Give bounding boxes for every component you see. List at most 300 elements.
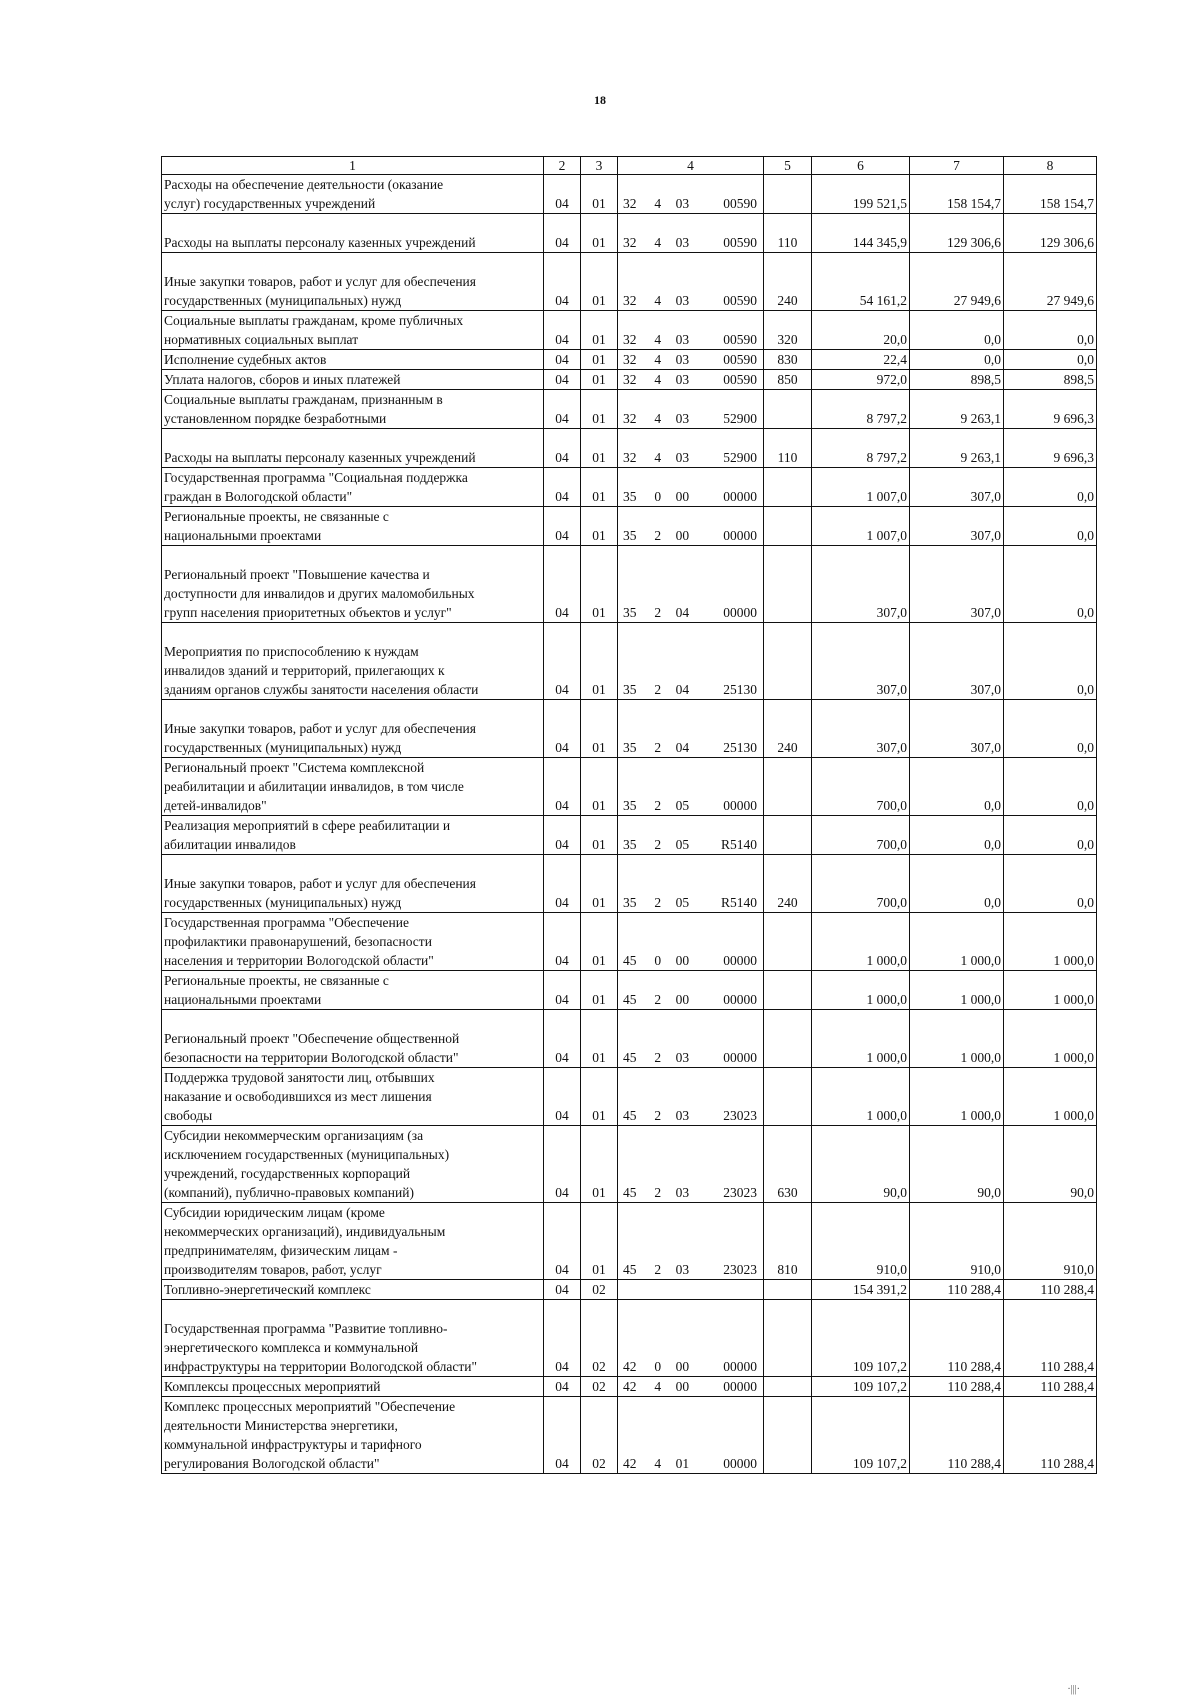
amount-col6-cell: 1 000,0 xyxy=(812,1010,910,1068)
amount-col6-cell: 910,0 xyxy=(812,1203,910,1280)
target-article-part: 00000 xyxy=(723,953,757,968)
target-article-cell xyxy=(618,429,764,468)
expense-name-line: реабилитации и абилитации инвалидов, в том числе xyxy=(164,779,464,794)
amount-col7-cell: 1 000,0 xyxy=(910,1068,1004,1126)
target-article-part: 35 xyxy=(623,837,637,852)
target-article-part: 04 xyxy=(675,682,690,697)
expense-name-line: государственных (муниципальных) нужд xyxy=(164,895,402,910)
target-article-cell xyxy=(618,468,764,507)
expense-name-line: детей-инвалидов" xyxy=(164,798,267,813)
target-article-cell xyxy=(618,623,764,700)
table-row xyxy=(162,429,1097,468)
expense-name-cell xyxy=(162,758,544,816)
amount-col7-cell: 9 263,1 xyxy=(910,390,1004,429)
target-article-part: 52900 xyxy=(723,450,757,465)
expense-type-cell xyxy=(764,1300,812,1377)
expense-type-cell: 240 xyxy=(764,253,812,311)
target-article-part: 32 xyxy=(623,352,637,367)
subsection-code-cell: 01 xyxy=(581,1068,618,1126)
target-article-cell xyxy=(618,913,764,971)
expense-name-cell xyxy=(162,1010,544,1068)
amount-col6-cell: 109 107,2 xyxy=(812,1397,910,1474)
amount-col6-cell: 54 161,2 xyxy=(812,253,910,311)
section-code-cell: 04 xyxy=(544,1068,581,1126)
target-article-cell xyxy=(618,350,764,370)
amount-col6-cell: 1 000,0 xyxy=(812,913,910,971)
target-article-code xyxy=(618,350,763,369)
table-row xyxy=(162,855,1097,913)
amount-col6-cell: 22,4 xyxy=(812,350,910,370)
expense-name-line xyxy=(164,546,541,565)
expense-name-line: Социальные выплаты гражданам, признанным в xyxy=(164,392,443,407)
expense-name-line xyxy=(164,253,541,272)
header-cell: 1 xyxy=(162,157,544,175)
page-number: 18 xyxy=(594,93,606,107)
target-article-part: R5140 xyxy=(720,837,757,852)
target-article-part: 04 xyxy=(675,740,690,755)
table-row xyxy=(162,1126,1097,1203)
target-article-part: 2 xyxy=(654,740,662,755)
target-article-part: 45 xyxy=(623,1108,637,1123)
target-article-part: 03 xyxy=(675,1262,690,1277)
expense-name-cell xyxy=(162,507,544,546)
target-article-part: 00000 xyxy=(723,605,757,620)
amount-col8-cell: 0,0 xyxy=(1004,350,1097,370)
amount-col8-cell: 0,0 xyxy=(1004,311,1097,350)
subsection-code-cell: 01 xyxy=(581,370,618,390)
target-article-part: 42 xyxy=(623,1379,637,1394)
expense-name-line: населения и территории Вологодской области" xyxy=(164,953,434,968)
target-article-part: 0 xyxy=(654,489,662,504)
table-row xyxy=(162,370,1097,390)
expense-type-cell xyxy=(764,1068,812,1126)
target-article-part: 00 xyxy=(675,953,690,968)
target-article-part: 32 xyxy=(623,332,637,347)
expense-type-cell xyxy=(764,468,812,507)
target-article-code xyxy=(618,194,763,213)
expense-name-line: государственных (муниципальных) нужд xyxy=(164,740,402,755)
target-article-part: 25130 xyxy=(723,740,757,755)
target-article-part: 00 xyxy=(675,489,690,504)
table-row xyxy=(162,758,1097,816)
subsection-code-cell: 02 xyxy=(581,1377,618,1397)
subsection-code-cell: 01 xyxy=(581,390,618,429)
section-code-cell: 04 xyxy=(544,253,581,311)
expense-name-line: национальными проектами xyxy=(164,528,322,543)
header-cell: 8 xyxy=(1004,157,1097,175)
amount-col7-cell: 0,0 xyxy=(910,311,1004,350)
amount-col8-cell: 0,0 xyxy=(1004,816,1097,855)
expense-name-cell xyxy=(162,429,544,468)
target-article-part: 03 xyxy=(675,1050,690,1065)
amount-col6-cell: 109 107,2 xyxy=(812,1300,910,1377)
table-row xyxy=(162,214,1097,253)
amount-col8-cell: 129 306,6 xyxy=(1004,214,1097,253)
target-article-part: 35 xyxy=(623,895,637,910)
section-code-cell: 04 xyxy=(544,1203,581,1280)
target-article-part: 4 xyxy=(654,352,662,367)
expense-name-cell xyxy=(162,175,544,214)
target-article-cell xyxy=(618,507,764,546)
target-article-part: 00 xyxy=(675,528,690,543)
subsection-code-cell: 02 xyxy=(581,1300,618,1377)
amount-col8-cell: 110 288,4 xyxy=(1004,1397,1097,1474)
table-row xyxy=(162,700,1097,758)
expense-name-cell xyxy=(162,700,544,758)
amount-col8-cell: 0,0 xyxy=(1004,623,1097,700)
expense-type-cell xyxy=(764,623,812,700)
target-article-part: 35 xyxy=(623,605,637,620)
expense-name-line: безопасности на территории Вологодской области" xyxy=(164,1050,459,1065)
target-article-part: 00590 xyxy=(723,372,757,387)
amount-col7-cell: 90,0 xyxy=(910,1126,1004,1203)
expense-name-line xyxy=(164,429,541,448)
target-article-part: 45 xyxy=(623,992,637,1007)
amount-col7-cell: 1 000,0 xyxy=(910,971,1004,1010)
target-article-part: 4 xyxy=(654,196,662,211)
target-article-part: 35 xyxy=(623,740,637,755)
target-article-cell xyxy=(618,971,764,1010)
header-row xyxy=(162,157,1097,175)
expense-type-cell: 810 xyxy=(764,1203,812,1280)
expense-name-line: наказание и освободившихся из мест лишения xyxy=(164,1089,432,1104)
target-article-cell xyxy=(618,1280,764,1300)
expense-type-cell xyxy=(764,1010,812,1068)
target-article-part: 00000 xyxy=(723,489,757,504)
expense-name-line xyxy=(164,623,541,642)
target-article-part: 2 xyxy=(654,528,662,543)
expense-name-line: свободы xyxy=(164,1108,213,1123)
target-article-part: 35 xyxy=(623,528,637,543)
target-article-code xyxy=(618,448,763,467)
target-article-code xyxy=(618,1357,763,1376)
target-article-cell xyxy=(618,1203,764,1280)
expense-name-cell xyxy=(162,1068,544,1126)
amount-col7-cell: 110 288,4 xyxy=(910,1300,1004,1377)
amount-col6-cell: 90,0 xyxy=(812,1126,910,1203)
amount-col8-cell: 158 154,7 xyxy=(1004,175,1097,214)
subsection-code-cell: 01 xyxy=(581,311,618,350)
table-row xyxy=(162,507,1097,546)
header-cell: 5 xyxy=(764,157,812,175)
target-article-part: 2 xyxy=(654,1050,662,1065)
target-article-part: 2 xyxy=(654,798,662,813)
expense-name-cell xyxy=(162,1300,544,1377)
expense-type-cell: 630 xyxy=(764,1126,812,1203)
target-article-part: 45 xyxy=(623,1262,637,1277)
target-article-part: 45 xyxy=(623,953,637,968)
amount-col7-cell: 307,0 xyxy=(910,507,1004,546)
subsection-code-cell: 01 xyxy=(581,816,618,855)
amount-col7-cell: 307,0 xyxy=(910,700,1004,758)
table-row xyxy=(162,1280,1097,1300)
target-article-part: 4 xyxy=(654,1456,662,1471)
target-article-part: 32 xyxy=(623,235,637,250)
target-article-cell xyxy=(618,1068,764,1126)
target-article-code xyxy=(618,291,763,310)
target-article-code xyxy=(618,1048,763,1067)
table-row xyxy=(162,1203,1097,1280)
expense-name-line: Региональный проект "Система комплексной xyxy=(164,760,425,775)
target-article-part: 00590 xyxy=(723,352,757,367)
amount-col6-cell: 1 007,0 xyxy=(812,507,910,546)
table-row xyxy=(162,390,1097,429)
target-article-code xyxy=(618,409,763,428)
amount-col6-cell: 20,0 xyxy=(812,311,910,350)
subsection-code-cell: 01 xyxy=(581,1126,618,1203)
target-article-code xyxy=(618,893,763,912)
target-article-part: 2 xyxy=(654,1108,662,1123)
expense-name-cell xyxy=(162,546,544,623)
section-code-cell: 04 xyxy=(544,175,581,214)
target-article-part: 03 xyxy=(675,352,690,367)
expense-name-line: граждан в Вологодской области" xyxy=(164,489,353,504)
table-row xyxy=(162,546,1097,623)
section-code-cell: 04 xyxy=(544,1126,581,1203)
expense-name-line: Комплекс процессных мероприятий "Обеспечение xyxy=(164,1399,456,1414)
section-code-cell: 04 xyxy=(544,913,581,971)
amount-col6-cell: 199 521,5 xyxy=(812,175,910,214)
target-article-cell xyxy=(618,214,764,253)
amount-col8-cell: 90,0 xyxy=(1004,1126,1097,1203)
table-row xyxy=(162,350,1097,370)
table-row xyxy=(162,1010,1097,1068)
target-article-cell xyxy=(618,253,764,311)
section-code-cell: 04 xyxy=(544,350,581,370)
subsection-code-cell: 01 xyxy=(581,1203,618,1280)
target-article-code xyxy=(618,487,763,506)
target-article-part: 4 xyxy=(654,332,662,347)
section-code-cell: 04 xyxy=(544,758,581,816)
target-article-part: 00000 xyxy=(723,1456,757,1471)
expense-type-cell: 110 xyxy=(764,429,812,468)
section-code-cell: 04 xyxy=(544,507,581,546)
expense-name-line: Расходы на выплаты персоналу казенных учреждений xyxy=(164,450,476,465)
section-code-cell: 04 xyxy=(544,700,581,758)
amount-col8-cell: 1 000,0 xyxy=(1004,913,1097,971)
expense-name-line: Государственная программа "Обеспечение xyxy=(164,915,409,930)
expense-type-cell xyxy=(764,175,812,214)
target-article-part: 00 xyxy=(675,992,690,1007)
target-article-part: 03 xyxy=(675,196,690,211)
subsection-code-cell: 01 xyxy=(581,913,618,971)
target-article-part: 35 xyxy=(623,489,637,504)
expense-name-line xyxy=(164,214,541,233)
expense-name-line xyxy=(164,855,541,874)
amount-col6-cell: 307,0 xyxy=(812,623,910,700)
target-article-part: 0 xyxy=(654,1359,662,1374)
target-article-cell xyxy=(618,1300,764,1377)
table-row xyxy=(162,913,1097,971)
table-row xyxy=(162,1300,1097,1377)
section-code-cell: 04 xyxy=(544,855,581,913)
expense-name-line: Государственная программа "Развитие топливно- xyxy=(164,1321,448,1336)
expense-name-cell xyxy=(162,1126,544,1203)
target-article-part: 2 xyxy=(654,682,662,697)
subsection-code-cell: 01 xyxy=(581,429,618,468)
target-article-part: 03 xyxy=(675,332,690,347)
amount-col6-cell: 154 391,2 xyxy=(812,1280,910,1300)
amount-col7-cell: 0,0 xyxy=(910,350,1004,370)
target-article-part: 35 xyxy=(623,798,637,813)
header-cell: 6 xyxy=(812,157,910,175)
target-article-cell xyxy=(618,1397,764,1474)
target-article-part: 23023 xyxy=(723,1108,757,1123)
expense-name-line: Комплексы процессных мероприятий xyxy=(164,1379,381,1394)
scan-mark: ·|||· xyxy=(1067,1684,1080,1695)
expense-name-line: Расходы на выплаты персоналу казенных учреждений xyxy=(164,235,476,250)
table-row xyxy=(162,253,1097,311)
target-article-part: 32 xyxy=(623,372,637,387)
target-article-code xyxy=(618,603,763,622)
amount-col7-cell: 910,0 xyxy=(910,1203,1004,1280)
target-article-part: 4 xyxy=(654,372,662,387)
amount-col6-cell: 307,0 xyxy=(812,700,910,758)
expense-type-cell xyxy=(764,390,812,429)
target-article-part: 03 xyxy=(675,293,690,308)
target-article-part: 4 xyxy=(654,235,662,250)
expense-name-line: услуг) государственных учреждений xyxy=(164,196,376,211)
table-row xyxy=(162,175,1097,214)
target-article-code xyxy=(618,738,763,757)
amount-col6-cell: 8 797,2 xyxy=(812,429,910,468)
section-code-cell: 04 xyxy=(544,214,581,253)
expense-type-cell xyxy=(764,507,812,546)
section-code-cell: 04 xyxy=(544,1377,581,1397)
target-article-part: 23023 xyxy=(723,1262,757,1277)
target-article-part: 05 xyxy=(675,895,690,910)
target-article-part: 00590 xyxy=(723,293,757,308)
expense-name-line: Региональные проекты, не связанные с xyxy=(164,973,389,988)
subsection-code-cell: 01 xyxy=(581,623,618,700)
expense-name-cell xyxy=(162,623,544,700)
target-article-part: 42 xyxy=(623,1456,637,1471)
subsection-code-cell: 01 xyxy=(581,468,618,507)
expense-name-line: регулирования Вологодской области" xyxy=(164,1456,380,1471)
amount-col6-cell: 972,0 xyxy=(812,370,910,390)
target-article-part: 00590 xyxy=(723,332,757,347)
expense-type-cell xyxy=(764,816,812,855)
target-article-cell xyxy=(618,1010,764,1068)
target-article-code xyxy=(618,1454,763,1473)
section-code-cell: 04 xyxy=(544,1300,581,1377)
amount-col6-cell: 144 345,9 xyxy=(812,214,910,253)
expense-type-cell: 320 xyxy=(764,311,812,350)
target-article-code xyxy=(618,835,763,854)
target-article-part: R5140 xyxy=(720,895,757,910)
amount-col8-cell: 1 000,0 xyxy=(1004,1068,1097,1126)
target-article-code xyxy=(618,233,763,252)
amount-col8-cell: 0,0 xyxy=(1004,700,1097,758)
subsection-code-cell: 01 xyxy=(581,214,618,253)
target-article-part: 25130 xyxy=(723,682,757,697)
amount-col7-cell: 307,0 xyxy=(910,468,1004,507)
expense-name-cell xyxy=(162,370,544,390)
target-article-part: 32 xyxy=(623,293,637,308)
section-code-cell: 04 xyxy=(544,1397,581,1474)
expense-name-line: Мероприятия по приспособлению к нуждам xyxy=(164,644,419,659)
target-article-part: 00000 xyxy=(723,798,757,813)
expense-name-cell xyxy=(162,350,544,370)
amount-col8-cell: 110 288,4 xyxy=(1004,1300,1097,1377)
target-article-part: 00590 xyxy=(723,235,757,250)
expense-name-line: Региональный проект "Обеспечение общественной xyxy=(164,1031,460,1046)
target-article-part: 00000 xyxy=(723,992,757,1007)
expense-type-cell xyxy=(764,1280,812,1300)
target-article-code xyxy=(618,526,763,545)
expense-name-cell xyxy=(162,214,544,253)
target-article-part: 2 xyxy=(654,605,662,620)
target-article-code xyxy=(618,1106,763,1125)
expense-type-cell: 850 xyxy=(764,370,812,390)
amount-col7-cell: 0,0 xyxy=(910,758,1004,816)
amount-col7-cell: 27 949,6 xyxy=(910,253,1004,311)
target-article-cell xyxy=(618,1377,764,1397)
subsection-code-cell: 01 xyxy=(581,700,618,758)
table-row xyxy=(162,816,1097,855)
target-article-part: 23023 xyxy=(723,1185,757,1200)
target-article-code xyxy=(618,370,763,389)
amount-col8-cell: 910,0 xyxy=(1004,1203,1097,1280)
amount-col8-cell: 0,0 xyxy=(1004,468,1097,507)
target-article-part: 2 xyxy=(654,1185,662,1200)
subsection-code-cell: 02 xyxy=(581,1397,618,1474)
expense-name-cell xyxy=(162,1397,544,1474)
target-article-part: 03 xyxy=(675,235,690,250)
amount-col6-cell: 1 000,0 xyxy=(812,1068,910,1126)
target-article-part: 52900 xyxy=(723,411,757,426)
budget-table xyxy=(161,156,1097,1474)
target-article-code xyxy=(618,330,763,349)
expense-type-cell: 830 xyxy=(764,350,812,370)
expense-name-line: деятельности Министерства энергетики, xyxy=(164,1418,398,1433)
amount-col8-cell: 27 949,6 xyxy=(1004,253,1097,311)
subsection-code-cell: 01 xyxy=(581,507,618,546)
table-row xyxy=(162,1068,1097,1126)
section-code-cell: 04 xyxy=(544,429,581,468)
target-article-part: 05 xyxy=(675,837,690,852)
expense-name-line xyxy=(164,1300,541,1319)
target-article-part: 00000 xyxy=(723,1050,757,1065)
expense-name-line: инфраструктуры на территории Вологодской области" xyxy=(164,1359,477,1374)
section-code-cell: 04 xyxy=(544,370,581,390)
expense-name-line xyxy=(164,1010,541,1029)
target-article-part: 00000 xyxy=(723,1359,757,1374)
target-article-code xyxy=(618,990,763,1009)
amount-col6-cell: 700,0 xyxy=(812,816,910,855)
subsection-code-cell: 01 xyxy=(581,971,618,1010)
expense-name-line: Иные закупки товаров, работ и услуг для обеспечения xyxy=(164,876,476,891)
target-article-part: 03 xyxy=(675,1185,690,1200)
target-article-cell xyxy=(618,1126,764,1203)
expense-type-cell: 110 xyxy=(764,214,812,253)
amount-col7-cell: 129 306,6 xyxy=(910,214,1004,253)
amount-col8-cell: 9 696,3 xyxy=(1004,390,1097,429)
expense-name-line: Субсидии юридическим лицам (кроме xyxy=(164,1205,385,1220)
target-article-cell xyxy=(618,546,764,623)
amount-col8-cell: 0,0 xyxy=(1004,855,1097,913)
target-article-part: 2 xyxy=(654,992,662,1007)
expense-name-line: коммунальной инфраструктуры и тарифного xyxy=(164,1437,422,1452)
amount-col7-cell: 1 000,0 xyxy=(910,913,1004,971)
expense-name-line: учреждений, государственных корпораций xyxy=(164,1166,411,1181)
target-article-code xyxy=(618,1183,763,1202)
amount-col8-cell: 0,0 xyxy=(1004,546,1097,623)
target-article-part: 45 xyxy=(623,1050,637,1065)
header-cell: 4 xyxy=(618,157,764,175)
header-cell: 7 xyxy=(910,157,1004,175)
expense-name-cell xyxy=(162,253,544,311)
